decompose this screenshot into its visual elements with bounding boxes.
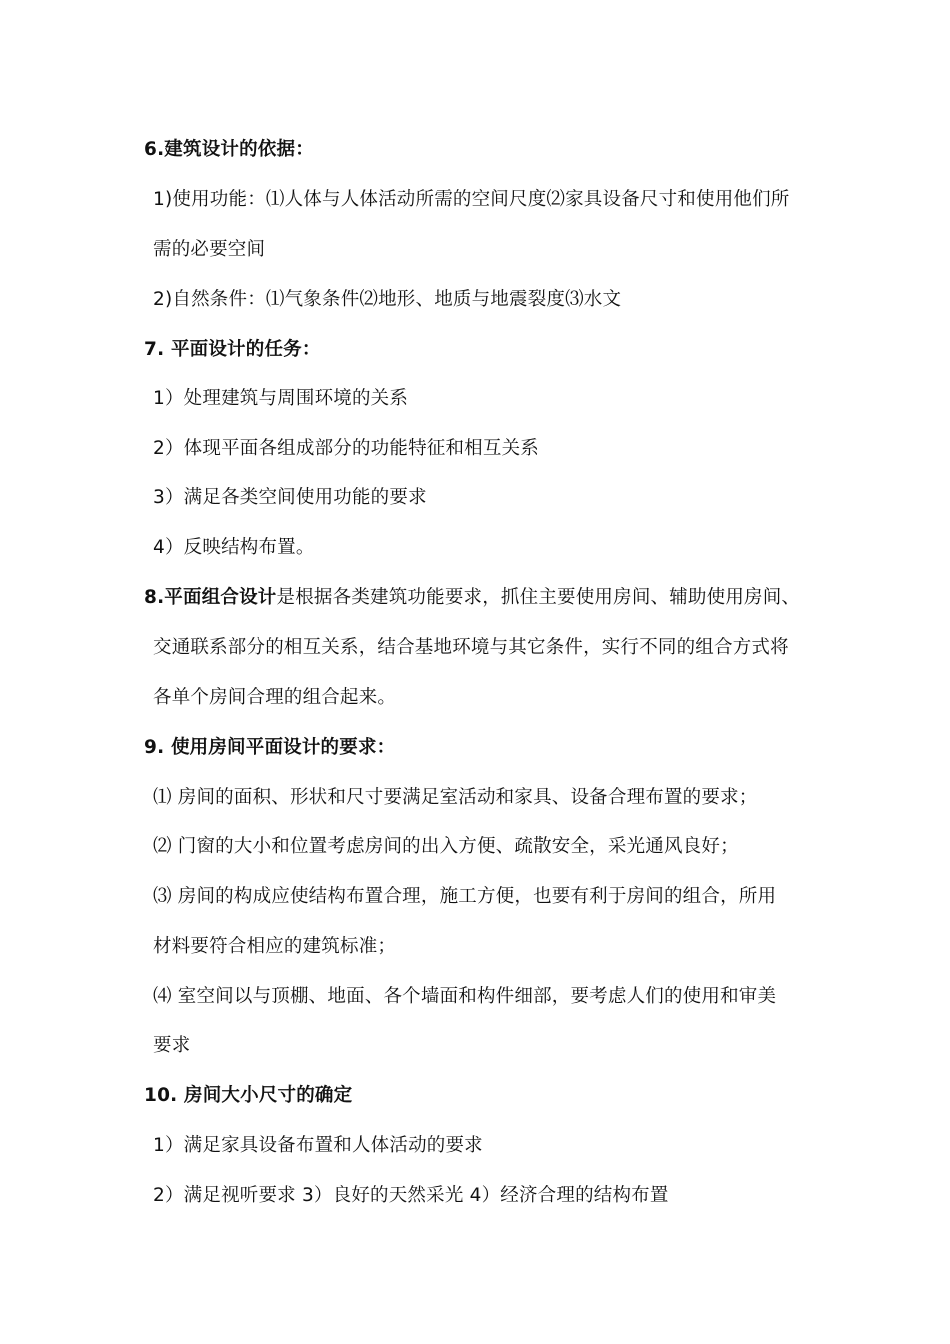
section-7-heading: 7. 平面设计的任务： [144, 339, 321, 360]
section-6-heading: 6.建筑设计的依据： [144, 139, 314, 160]
section-10-item-2: 2）满足视听要求 3）良好的天然采光 4）经济合理的结构布置 [153, 1185, 669, 1206]
section-10-heading: 10. 房间大小尺寸的确定 [144, 1085, 353, 1106]
section-7-item-4: 4）反映结构布置。 [153, 537, 315, 558]
section-9-item-3-line-2: 材料要符合相应的建筑标准； [153, 936, 397, 957]
section-7-item-3: 3）满足各类空间使用功能的要求 [153, 487, 427, 508]
section-7-item-1: 1）处理建筑与周围环境的关系 [153, 388, 409, 409]
section-9-item-3-line-1: ⑶ 房间的构成应使结构布置合理，施工方便，也要有利于房间的组合，所用 [153, 886, 777, 907]
section-9-item-2: ⑵ 门窗的大小和位置考虑房间的出入方便、疏散安全，采光通风良好； [153, 836, 739, 857]
section-8-line-1-text: 是根据各类建筑功能要求，抓住主要使用房间、辅助使用房间、 [276, 587, 801, 608]
section-6-item-1-line-1: 1)使用功能：⑴人体与人体活动所需的空间尺度⑵家具设备尺寸和使用他们所 [153, 189, 790, 210]
section-6-item-1-line-2: 需的必要空间 [153, 239, 266, 260]
section-8-line-2: 交通联系部分的相互关系，结合基地环境与其它条件，实行不同的组合方式将 [153, 637, 789, 658]
section-8-line-1 [144, 586, 800, 610]
section-8-line-3: 各单个房间合理的组合起来。 [153, 687, 397, 708]
section-9-heading: 9. 使用房间平面设计的要求： [144, 737, 396, 758]
section-6-item-2: 2)自然条件：⑴气象条件⑵地形、地质与地震裂度⑶水文 [153, 289, 622, 310]
section-10-item-1: 1）满足家具设备布置和人体活动的要求 [153, 1135, 483, 1156]
section-7-item-2: 2）体现平面各组成部分的功能特征和相互关系 [153, 438, 539, 459]
section-9-item-4-line-1: ⑷ 室空间以与顶棚、地面、各个墙面和构件细部，要考虑人们的使用和审美 [153, 986, 777, 1007]
section-8-term: 8.平面组合设计 [144, 587, 277, 608]
section-9-item-1: ⑴ 房间的面积、形状和尺寸要满足室活动和家具、设备合理布置的要求； [153, 787, 758, 808]
section-9-item-4-line-2: 要求 [153, 1035, 191, 1056]
